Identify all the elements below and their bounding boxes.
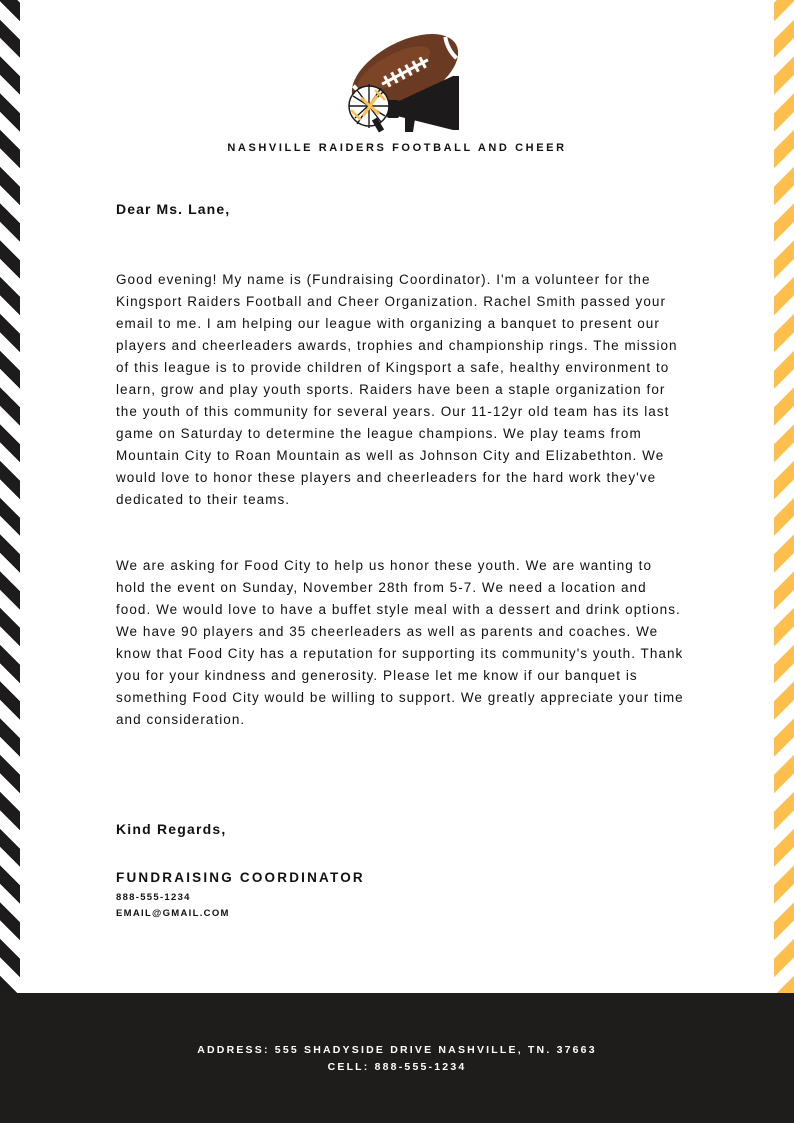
signature-phone: 888-555-1234 <box>116 892 191 903</box>
signature-title: FUNDRAISING COORDINATOR <box>116 870 365 885</box>
footer-cell: CELL: 888-555-1234 <box>327 1061 467 1073</box>
signature-email: EMAIL@GMAIL.COM <box>116 908 230 919</box>
letter-paragraph-1: Good evening! My name is (Fundraising Coordinator). I'm a volunteer for the Kingsport Raiders Football and Cheer Organization. Rachel Smith passed your email to me. I am helping our league with organizing a banquet to present our players and cheerleaders awards, trophies and championship rings. The mission of this league is to provide children of Kingsport a safe, healthy environment to learn, grow and play youth sports. Raiders have been a staple organization for the youth of this community for several years. Our 11-12yr old team has its last game on Saturday to determine the league champions. We play teams from Mountain City to Roan Mountain as well as Johnson City and Elizabethton. We would love to honor these players and cheerleaders for the hard work they've dedicated to their teams. <box>116 272 678 507</box>
letter-salutation: Dear Ms. Lane, <box>116 201 231 217</box>
footer-bar <box>0 993 794 1123</box>
footer-address: ADDRESS: 555 SHADYSIDE DRIVE NASHVILLE, TN. 37663 <box>197 1044 597 1056</box>
football-megaphone-pompom-icon <box>335 30 465 136</box>
letter-closing: Kind Regards, <box>116 821 227 837</box>
organization-name: NASHVILLE RAIDERS FOOTBALL AND CHEER <box>227 142 567 154</box>
letter-paragraph-2: We are asking for Food City to help us honor these youth. We are wanting to hold the event on Sunday, November 28th from 5-7. We need a location and food. We would love to have a buffet style meal with a dessert and drink options. We have 90 players and 35 cheerleaders as well as parents and coaches. We know that Food City has a reputation for supporting its community's youth. Thank you for your kindness and generosity. Please let me know if our banquet is something Food City would be willing to support. We greatly appreciate your time and consideration. <box>116 558 684 727</box>
